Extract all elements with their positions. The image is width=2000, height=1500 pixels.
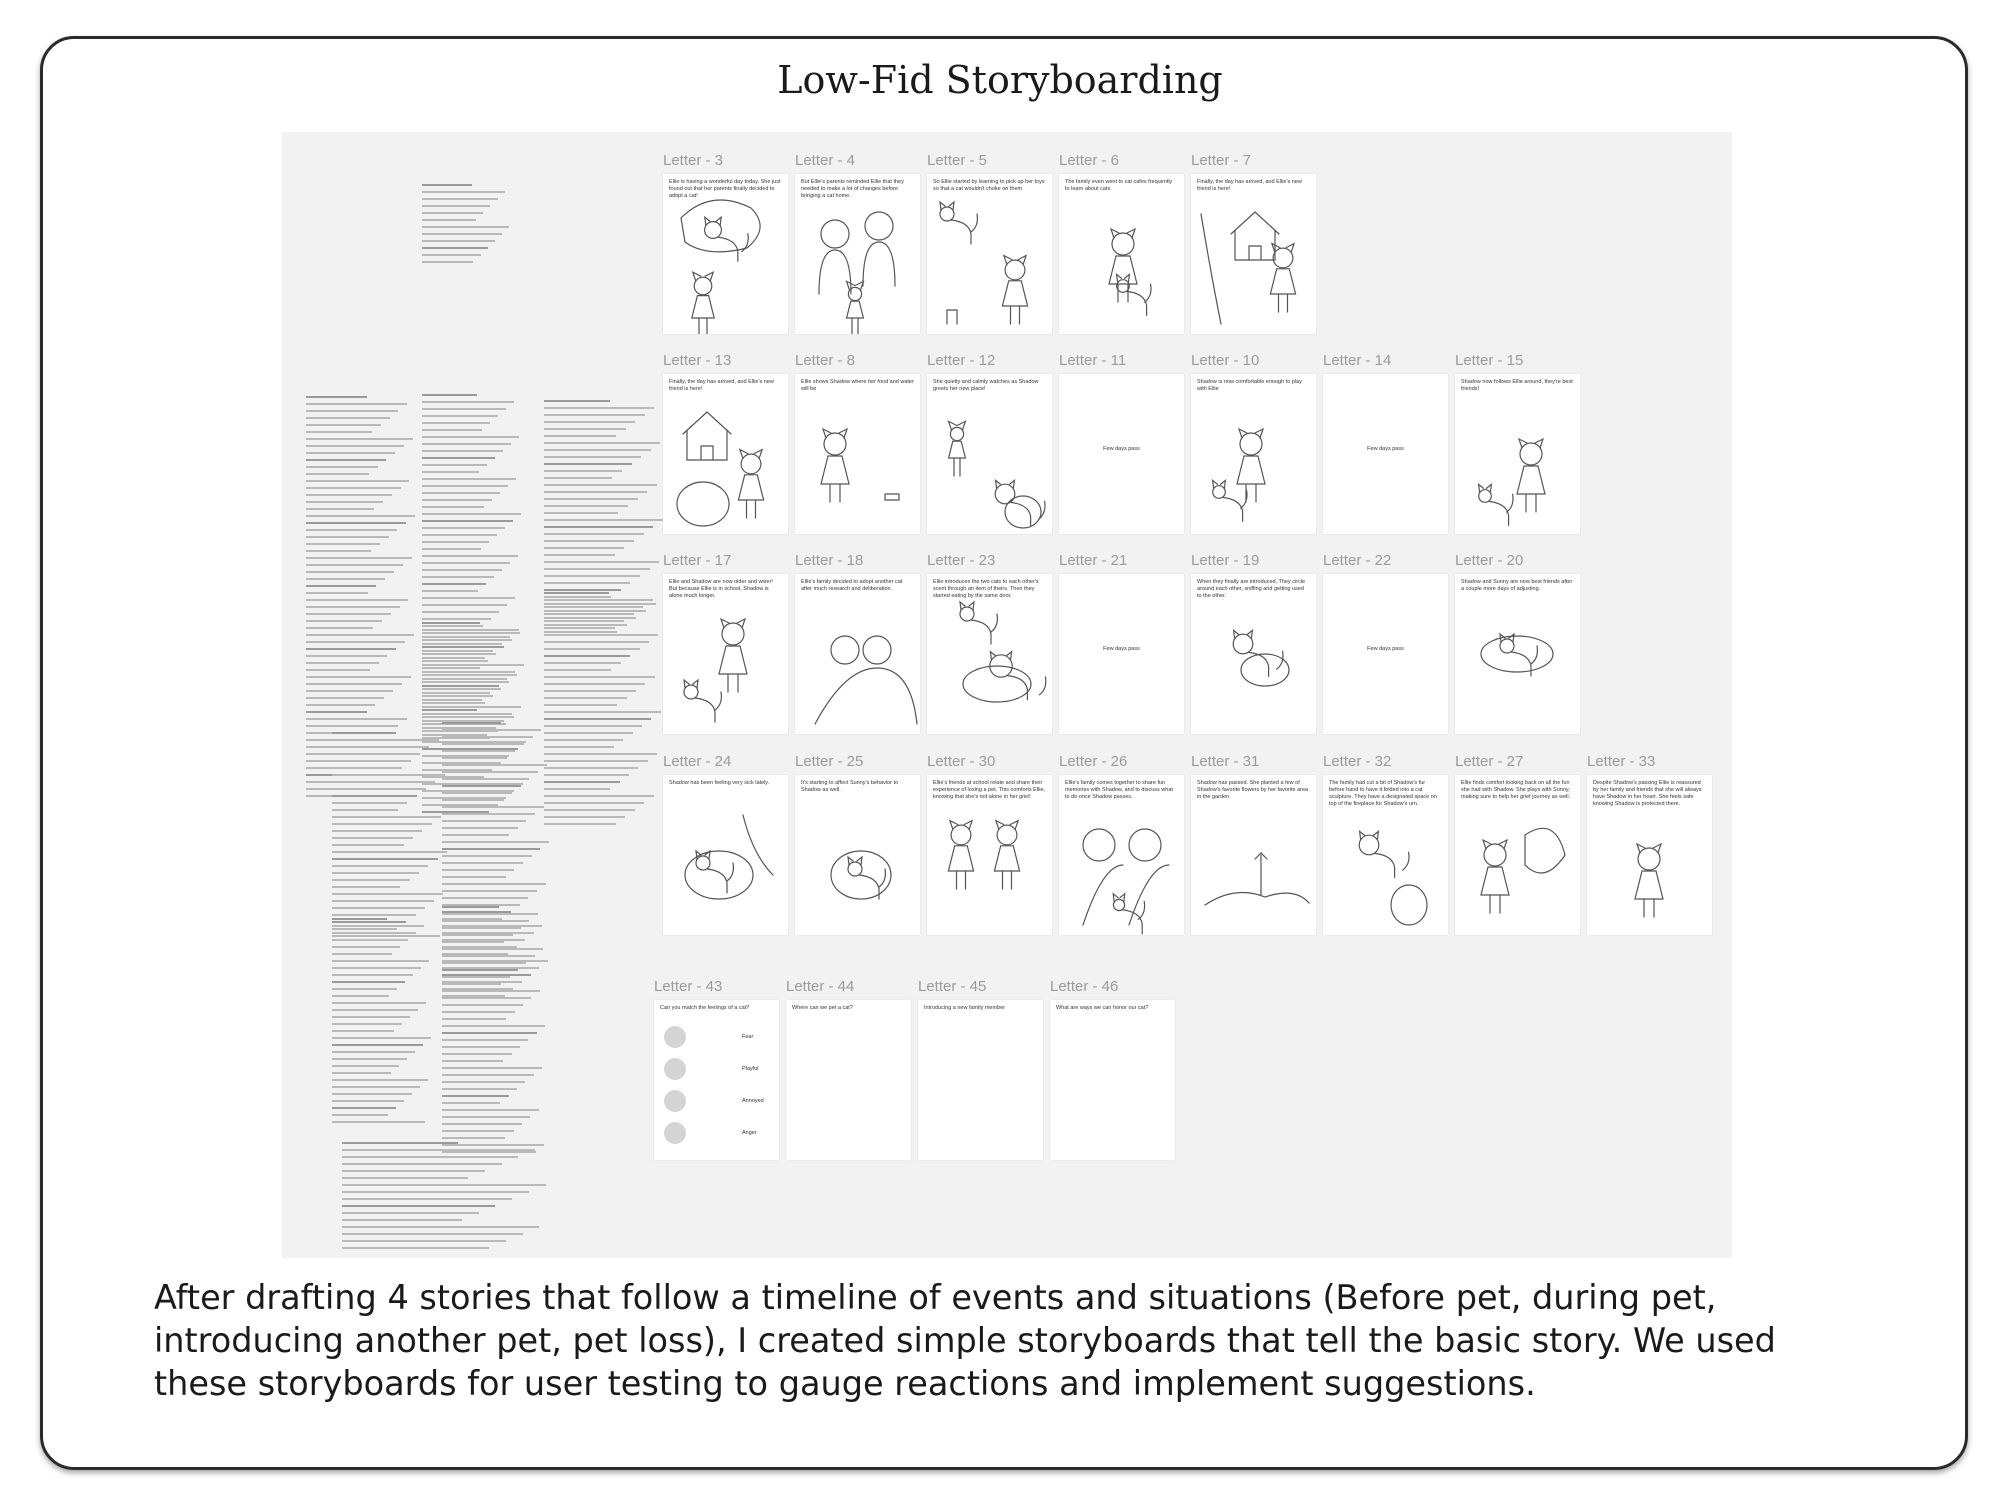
- frame-label: Letter - 13: [663, 352, 732, 369]
- frame-caption: When they finally are introduced, They circle around each other, sniffing and getting used to the other.: [1197, 579, 1306, 599]
- frame-caption: Ellie and Shadow are now older and wiser! But because Ellie is in school, Shadow is alone much longer.: [669, 579, 773, 599]
- frame-page: [1455, 374, 1580, 534]
- frame-page: [1191, 775, 1316, 935]
- storyboard-frame[interactable]: [1191, 152, 1316, 334]
- sketch-illustration: [1059, 174, 1184, 334]
- storyboard-canvas: [282, 132, 1732, 1258]
- frame-page: [1455, 574, 1580, 734]
- match-option: Anger: [742, 1130, 757, 1136]
- sketch-illustration: [1455, 374, 1580, 534]
- frame-page: [918, 1000, 1043, 1160]
- research-notes-block: [332, 732, 448, 942]
- match-circle[interactable]: [664, 1058, 686, 1080]
- frame-label: Letter - 22: [1323, 552, 1392, 569]
- storyboard-frame[interactable]: [1059, 753, 1184, 935]
- frame-caption: Finally, the day has arrived, and Ellie's new friend is here!: [669, 379, 774, 392]
- frame-label: Letter - 21: [1059, 552, 1128, 569]
- frame-label: Letter - 46: [1050, 978, 1119, 995]
- match-circle[interactable]: [664, 1090, 686, 1112]
- frame-page: [795, 574, 920, 734]
- sketch-illustration: [1455, 574, 1580, 734]
- storyboard-frame[interactable]: [1059, 352, 1184, 534]
- storyboard-frame[interactable]: [1323, 552, 1448, 734]
- storyboard-frame[interactable]: [927, 753, 1052, 935]
- frame-caption: Shadow is now comfortable enough to play with Ellie: [1197, 379, 1302, 392]
- frame-page: [1455, 775, 1580, 935]
- frame-page: [663, 775, 788, 935]
- storyboard-frame[interactable]: [927, 552, 1052, 734]
- frame-label: Letter - 20: [1455, 552, 1524, 569]
- storyboard-frame[interactable]: [795, 152, 920, 334]
- frame-caption: But Ellie's parents reminded Ellie that they needed to make a lot of changes before bringing a cat home.: [801, 179, 904, 199]
- frame-page: [1323, 574, 1448, 734]
- frame-page: [1191, 374, 1316, 534]
- research-notes-block: [422, 184, 512, 268]
- frame-label: Letter - 5: [927, 152, 988, 169]
- frame-page: [795, 374, 920, 534]
- frame-page: [1059, 574, 1184, 734]
- storyboard-frame[interactable]: [1059, 552, 1184, 734]
- frame-page: [795, 775, 920, 935]
- sketch-illustration: [795, 775, 920, 935]
- frame-label: Letter - 10: [1191, 352, 1260, 369]
- frame-label: Letter - 8: [795, 352, 856, 369]
- storyboard-frame[interactable]: [1191, 753, 1316, 935]
- frame-caption: She quietly and calmly watches as Shadow greets her new place!: [933, 379, 1039, 392]
- frame-label: Letter - 45: [918, 978, 987, 995]
- sketch-illustration: [663, 374, 788, 534]
- frame-caption: Shadow now follows Ellie around, they're best friends!: [1461, 379, 1573, 392]
- frame-page: [1059, 374, 1184, 534]
- storyboard-frame[interactable]: [1323, 753, 1448, 935]
- frame-label: Letter - 12: [927, 352, 996, 369]
- research-notes-block: [342, 1142, 552, 1254]
- sketch-illustration: [795, 374, 920, 534]
- frame-label: Letter - 11: [1059, 352, 1127, 369]
- storyboard-frame[interactable]: [795, 753, 920, 935]
- frame-page: [927, 775, 1052, 935]
- frame-caption: Ellie shows Shadow where her food and water will be: [801, 379, 914, 392]
- match-option: Fear: [742, 1034, 754, 1040]
- frame-caption: Ellie introduces the two cats to each other's scent through an item of theirs. Then they started eating by the same door.: [933, 579, 1039, 599]
- frame-caption: Can you match the feelings of a cat?: [660, 1005, 750, 1011]
- frame-label: Letter - 3: [663, 152, 724, 169]
- storyboard-frame[interactable]: [927, 152, 1052, 334]
- frame-page: [927, 374, 1052, 534]
- storyboard-frame[interactable]: [786, 978, 911, 1160]
- frame-page: [1059, 775, 1184, 935]
- frame-caption: Ellie's family comes together to share fun memories with Shadow, and to discuss what to do once Shadow passes.: [1065, 780, 1173, 800]
- frame-label: Letter - 14: [1323, 352, 1392, 369]
- frame-caption: Shadow has been feeling very sick lately.: [669, 780, 770, 786]
- research-notes-block: [544, 592, 662, 830]
- frame-caption: Ellie finds comfort looking back on all the fun she had with Shadow. She plays with Sunny, making sure to help her grief journey as well.: [1461, 780, 1571, 800]
- frame-label: Letter - 33: [1587, 753, 1656, 770]
- match-option: Annoyed: [742, 1098, 764, 1104]
- storyboard-frame[interactable]: [654, 978, 779, 1160]
- storyboard-frame[interactable]: [795, 352, 920, 534]
- storyboard-frame[interactable]: [663, 753, 788, 935]
- storyboard-frame[interactable]: [1191, 352, 1316, 534]
- frame-caption: Few days pass: [1103, 446, 1140, 452]
- storyboard-frame[interactable]: [1059, 152, 1184, 334]
- frame-caption: The family had cut a bit of Shadow's fur before hand to have it folded into a cat sculpture. They have a designated space on top of the fireplace for Shadow's urn.: [1329, 780, 1437, 807]
- frame-caption: Few days pass: [1103, 646, 1140, 652]
- frame-label: Letter - 17: [663, 552, 732, 569]
- storyboard-frame[interactable]: [1191, 552, 1316, 734]
- frame-page: [1587, 775, 1712, 935]
- frame-label: Letter - 31: [1191, 753, 1260, 770]
- frame-label: Letter - 30: [927, 753, 996, 770]
- storyboard-frame[interactable]: [663, 552, 788, 734]
- frame-caption: Where can we pet a cat?: [792, 1005, 853, 1011]
- storyboard-frame[interactable]: [1323, 352, 1448, 534]
- research-notes-block: [442, 906, 546, 1158]
- frame-page: [1323, 775, 1448, 935]
- sketch-illustration: [1191, 174, 1316, 334]
- frame-caption: Despite Shadow's passing Ellie is reassured by her family and friends that she will always have Shadow in her heart. She feels safe knowing Shadow is protected there.: [1593, 780, 1702, 807]
- sketch-illustration: [795, 574, 920, 734]
- storyboard-frame[interactable]: [663, 152, 788, 334]
- frame-page: [786, 1000, 911, 1160]
- frame-label: Letter - 6: [1059, 152, 1120, 169]
- sketch-illustration: [1191, 374, 1316, 534]
- frame-caption: Introducing a new family member: [924, 1005, 1006, 1011]
- storyboard-frame[interactable]: [918, 978, 1043, 1160]
- frame-page: [1191, 174, 1316, 334]
- frame-page: [1191, 574, 1316, 734]
- frame-label: Letter - 43: [654, 978, 723, 995]
- frame-label: Letter - 19: [1191, 552, 1260, 569]
- sketch-illustration: [663, 775, 788, 935]
- frame-page: [654, 1000, 779, 1160]
- storyboard-frame[interactable]: [1050, 978, 1175, 1160]
- frame-page: [927, 174, 1052, 334]
- match-option: Playful: [742, 1066, 759, 1072]
- storyboard-frame[interactable]: [927, 352, 1052, 534]
- frame-caption: It's starting to affect Sunny's behavior to Shadow as well.: [801, 780, 899, 793]
- frame-caption: Ellie's family decided to adopt another cat after much research and deliberation.: [801, 579, 903, 592]
- storyboard-frame[interactable]: [795, 552, 920, 734]
- frame-label: Letter - 15: [1455, 352, 1524, 369]
- frame-page: [663, 574, 788, 734]
- frame-label: Letter - 24: [663, 753, 732, 770]
- match-circle[interactable]: [664, 1026, 686, 1048]
- frame-caption: Ellie is having a wonderful day today. She just found out that her parents finally decided to adopt a cat!: [669, 179, 781, 199]
- frame-caption: Shadow has passed. She planted a few of Shadow's favorite flowers by her favorite area in the garden.: [1197, 780, 1309, 800]
- frame-caption: Ellie's friends at school relate and share their experience of losing a pet. This comforts Ellie, knowing that she's not alone in her grief.: [933, 780, 1046, 800]
- storyboard-frame[interactable]: [663, 352, 788, 534]
- sketch-illustration: [927, 174, 1052, 334]
- page-title: Low-Fid Storyboarding: [777, 58, 1223, 102]
- frame-page: [1323, 374, 1448, 534]
- frame-label: Letter - 18: [795, 552, 864, 569]
- storyboard-frame[interactable]: [1455, 552, 1580, 734]
- storyboard-frame[interactable]: [1455, 753, 1580, 935]
- frame-label: Letter - 27: [1455, 753, 1524, 770]
- frame-caption: The family even went to cat cafes frequently to learn about cats.: [1065, 179, 1173, 192]
- research-notes-block: [332, 918, 432, 1128]
- sketch-illustration: [927, 374, 1052, 534]
- frame-label: Letter - 4: [795, 152, 856, 169]
- frame-page: [1050, 1000, 1175, 1160]
- match-circle[interactable]: [664, 1122, 686, 1144]
- frame-caption: Shadow and Sunny are now best friends after a couple more days of adjusting.: [1461, 579, 1573, 592]
- frame-label: Letter - 26: [1059, 753, 1128, 770]
- frame-caption: What are ways we can honor our cat?: [1056, 1005, 1149, 1011]
- storyboard-frame[interactable]: [1455, 352, 1580, 534]
- description-paragraph: After drafting 4 stories that follow a timeline of events and situations (Before pet, during pet, introducing another pet, pet loss), I created simple storyboards that tell the basic story. We used these storyboards for user testing to gauge reactions and implement suggestions.: [154, 1278, 1776, 1403]
- frame-page: [663, 174, 788, 334]
- frame-label: Letter - 44: [786, 978, 855, 995]
- frame-caption: So Ellie started by learning to pick up her toys so that a cat wouldn't choke on them: [933, 179, 1045, 192]
- frame-label: Letter - 32: [1323, 753, 1392, 770]
- frame-label: Letter - 23: [927, 552, 996, 569]
- frame-page: [1059, 174, 1184, 334]
- frame-label: Letter - 7: [1191, 152, 1252, 169]
- frame-page: [927, 574, 1052, 734]
- frame-caption: Few days pass: [1367, 646, 1404, 652]
- frame-caption: Finally, the day has arrived, and Ellie's new friend is here!: [1197, 179, 1302, 192]
- frame-label: Letter - 25: [795, 753, 864, 770]
- frame-page: [663, 374, 788, 534]
- frame-page: [795, 174, 920, 334]
- storyboard-frame[interactable]: [1587, 753, 1712, 935]
- frame-caption: Few days pass: [1367, 446, 1404, 452]
